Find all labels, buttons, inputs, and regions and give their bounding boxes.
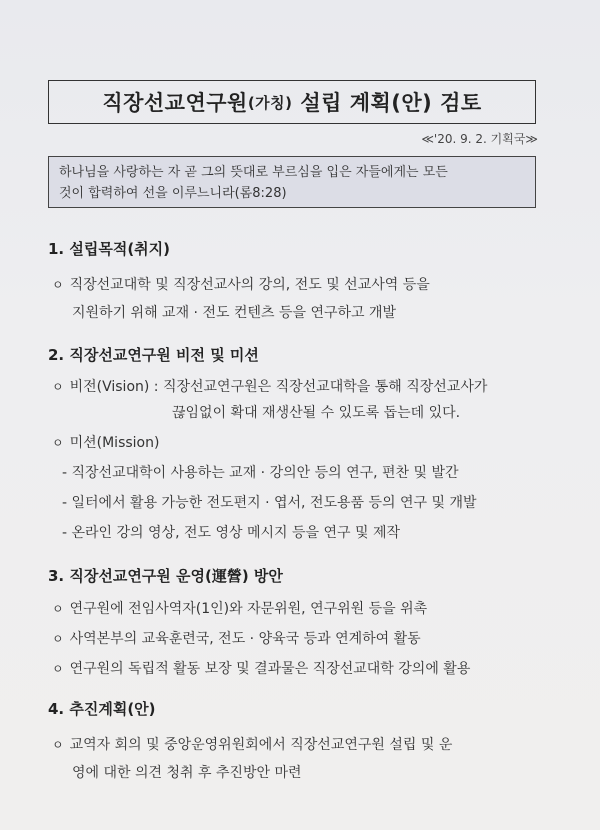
mission-item-3: - 온라인 강의 영상, 전도 영상 메시지 등을 연구 및 제작 (62, 525, 401, 541)
quote-line-1: 하나님을 사랑하는 자 곧 그의 뜻대로 부르심을 입은 자들에게는 모든 (59, 165, 448, 180)
section-1-line-1: ㅇ 직장선교대학 및 직장선교사의 강의, 전도 및 선교사역 등을 (52, 277, 430, 293)
section-4-line-1: ㅇ 교역자 회의 및 중앙운영위원회에서 직장선교연구원 설립 및 운 (52, 737, 453, 753)
bullet-icon: ㅇ (52, 662, 64, 676)
section-3-item-1: ㅇ 연구원에 전임사역자(1인)와 자문위원, 연구위원 등을 위촉 (52, 601, 428, 617)
section-4-heading: 4. 추진계획(안) (48, 700, 156, 718)
title-paren: (가칭) (247, 93, 293, 112)
section-3-item-2: ㅇ 사역본부의 교육훈련국, 전도 · 양육국 등과 연계하여 활동 (52, 631, 421, 647)
bullet-icon: ㅇ (52, 380, 64, 394)
section-1-heading: 1. 설립목적(취지) (48, 240, 171, 258)
section-3-item-3: ㅇ 연구원의 독립적 활동 보장 및 결과물은 직장선교대학 강의에 활용 (52, 661, 471, 677)
mission-item-1: - 직장선교대학이 사용하는 교재 · 강의안 등의 연구, 편찬 및 발간 (62, 465, 459, 481)
scripture-quote (48, 156, 536, 208)
bullet-icon: ㅇ (52, 738, 64, 752)
section-1-line-2: 지원하기 위해 교재 · 전도 컨텐츠 등을 연구하고 개발 (72, 305, 397, 321)
bullet-icon: ㅇ (52, 436, 64, 450)
section-3-heading: 3. 직장선교연구원 운영(運營) 방안 (48, 567, 283, 585)
title-rest: 설립 계획(안) 검토 (292, 91, 482, 115)
dateline: ≪'20. 9. 2. 기획국≫ (421, 132, 538, 146)
section-4-line-2: 영에 대한 의견 청취 후 추진방안 마련 (72, 765, 302, 781)
mission-label: ㅇ 미션(Mission) (52, 435, 160, 451)
section-2-heading: 2. 직장선교연구원 비전 및 미션 (48, 346, 259, 364)
bullet-icon: ㅇ (52, 602, 64, 616)
vision-line-1: ㅇ 비전(Vision) : 직장선교연구원은 직장선교대학을 통해 직장선교사가 (52, 379, 488, 395)
title-main: 직장선교연구원 (102, 91, 248, 115)
quote-line-2: 것이 합력하여 선을 이루느니라(롬8:28) (59, 186, 287, 201)
mission-item-2: - 일터에서 활용 가능한 전도편지 · 엽서, 전도용품 등의 연구 및 개발 (62, 495, 477, 511)
bullet-icon: ㅇ (52, 278, 64, 292)
document-title (48, 80, 536, 124)
vision-line-2: 끊임없이 확대 재생산될 수 있도록 돕는데 있다. (172, 405, 461, 421)
bullet-icon: ㅇ (52, 632, 64, 646)
